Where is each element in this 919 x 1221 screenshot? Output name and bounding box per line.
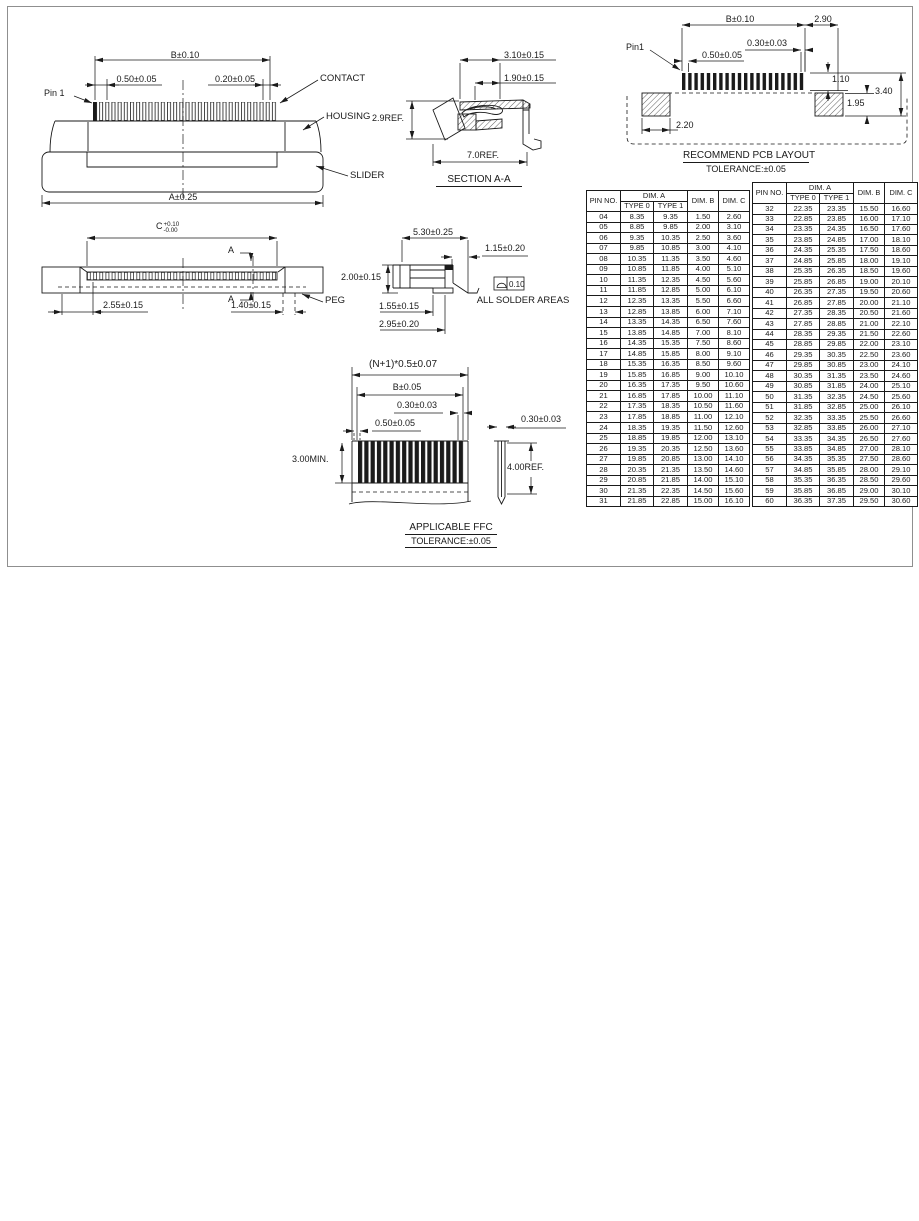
flatness-value: 0.10 xyxy=(509,280,525,289)
table-row: 09 10.85 11.85 4.00 5.10 xyxy=(587,264,750,275)
table-row: 15 13.85 14.85 7.00 8.10 xyxy=(587,328,750,339)
table-row: 30 21.35 22.35 14.50 15.60 xyxy=(587,486,750,497)
section-width-ref: 7.0REF. xyxy=(466,150,499,160)
ffc-dim-b: B±0.05 xyxy=(392,382,422,392)
bottom-dim-left: 2.55±0.15 xyxy=(103,300,143,310)
front-pin-row xyxy=(93,102,278,121)
front-dim-pitch: 0.50±0.05 xyxy=(116,74,157,84)
side-dim-1: 1.55±0.15 xyxy=(379,301,419,311)
peg-label: PEG xyxy=(325,295,346,306)
ffc-dim-thickness: 0.30±0.03 xyxy=(521,414,561,424)
col-header-type1: TYPE 1 xyxy=(654,201,688,212)
col-header-dim-a: DIM. A xyxy=(621,191,688,202)
table-row: 20 16.35 17.35 9.50 10.60 xyxy=(587,380,750,391)
ffc-dim-pitch: 0.50±0.05 xyxy=(375,418,415,428)
front-dim-b: B±0.10 xyxy=(170,50,200,60)
ffc-dim-total: (N+1)*0.5±0.07 xyxy=(368,359,438,370)
bottom-dim-right: 1.40±0.15 xyxy=(231,300,271,310)
bottom-view-part xyxy=(42,256,323,312)
slider-label: SLIDER xyxy=(350,170,385,181)
table-row: 45 28.85 29.85 22.00 23.10 xyxy=(753,339,918,349)
table-row: 38 25.35 26.35 18.50 19.60 xyxy=(753,266,918,276)
table-row: 51 31.85 32.85 25.00 26.10 xyxy=(753,402,918,412)
table-row: 37 24.85 25.85 18.00 19.10 xyxy=(753,256,918,266)
pcb-anchor-pad-left xyxy=(642,93,670,116)
table-row: 32 22.35 23.35 15.50 16.60 xyxy=(753,204,918,214)
side-dim-tab: 1.15±0.20 xyxy=(485,243,525,253)
col-header-dim-b: DIM. B xyxy=(688,191,719,212)
pcb-dim-anchor-width: 2.20 xyxy=(676,120,694,130)
table-row: 56 34.35 35.35 27.50 28.60 xyxy=(753,454,918,464)
table-row: 54 33.35 34.35 26.50 27.60 xyxy=(753,434,918,444)
table-row: 49 30.85 31.85 24.00 25.10 xyxy=(753,381,918,391)
front-dim-contact-width: 0.20±0.05 xyxy=(215,74,255,84)
front-pin1-mark xyxy=(93,102,96,121)
table-row: 50 31.35 32.35 24.50 25.60 xyxy=(753,392,918,402)
table-row: 25 18.85 19.85 12.00 13.10 xyxy=(587,433,750,444)
table-row: 23 17.85 18.85 11.00 12.10 xyxy=(587,412,750,423)
pcb-pad-row xyxy=(682,73,806,90)
table-row: 39 25.85 26.85 19.00 20.10 xyxy=(753,277,918,287)
table-row: 55 33.85 34.85 27.00 28.10 xyxy=(753,444,918,454)
section-mark-a-bottom: A xyxy=(228,294,235,304)
pcb-dim-pad-width: 0.30±0.03 xyxy=(747,38,787,48)
col-header-dim-c: DIM. C xyxy=(719,191,750,212)
col-header-dim-a: DIM. A xyxy=(787,183,854,194)
table-row: 12 12.35 13.35 5.50 6.60 xyxy=(587,296,750,307)
table-row: 41 26.85 27.85 20.00 21.10 xyxy=(753,298,918,308)
table-row: 47 29.85 30.85 23.00 24.10 xyxy=(753,360,918,370)
col-header-type1: TYPE 1 xyxy=(820,193,854,204)
table-row: 43 27.85 28.85 21.00 22.10 xyxy=(753,319,918,329)
col-header-dim-b: DIM. B xyxy=(854,183,885,204)
col-header-pin: PIN NO. xyxy=(753,183,787,204)
pcb-tolerance: TOLERANCE:±0.05 xyxy=(706,164,786,174)
table-row: 26 19.35 20.35 12.50 13.60 xyxy=(587,444,750,455)
table-row: 42 27.35 28.35 20.50 21.60 xyxy=(753,308,918,318)
table-row: 33 22.85 23.85 16.00 17.10 xyxy=(753,214,918,224)
table-row: 21 16.85 17.85 10.00 11.10 xyxy=(587,391,750,402)
ffc-dim-ref: 4.00REF. xyxy=(507,462,545,472)
pcb-dim-anchor-height: 1.95 xyxy=(847,98,865,108)
bottom-contact-row xyxy=(87,272,277,280)
table-row: 27 19.85 20.85 13.00 14.10 xyxy=(587,454,750,465)
side-dim-depth: 5.30±0.25 xyxy=(413,227,453,237)
pcb-dim-pitch: 0.50±0.05 xyxy=(702,50,742,60)
ffc-title: APPLICABLE FFC xyxy=(405,523,497,535)
table-row: 05 8.85 9.85 2.00 3.10 xyxy=(587,222,750,233)
side-view-part xyxy=(393,265,524,293)
ffc-dim-min: 3.00MIN. xyxy=(292,454,329,464)
table-row: 52 32.35 33.35 25.50 26.60 xyxy=(753,413,918,423)
ffc-conductors xyxy=(358,441,465,483)
table-row: 04 8.35 9.35 1.50 2.60 xyxy=(587,212,750,223)
table-row: 57 34.85 35.85 28.00 29.10 xyxy=(753,465,918,475)
pcb-dim-290: 2.90 xyxy=(814,14,832,24)
table-row: 46 29.35 30.35 22.50 23.60 xyxy=(753,350,918,360)
front-pin1-label: Pin 1 xyxy=(44,88,65,98)
pcb-dim-pad-height: 1.10 xyxy=(832,74,850,84)
ffc-dim-width: 0.30±0.03 xyxy=(397,400,437,410)
table-row: 53 32.85 33.85 26.00 27.10 xyxy=(753,423,918,433)
section-dim-1: 3.10±0.15 xyxy=(504,50,544,60)
section-view-part xyxy=(433,98,541,150)
table-row: 11 11.85 12.85 5.00 6.10 xyxy=(587,285,750,296)
side-dim-2: 2.95±0.20 xyxy=(379,319,419,329)
table-row: 17 14.85 15.85 8.00 9.10 xyxy=(587,349,750,360)
table-row: 10 11.35 12.35 4.50 5.60 xyxy=(587,275,750,286)
table-row: 36 24.35 25.35 17.50 18.60 xyxy=(753,245,918,255)
front-dim-a: A±0.25 xyxy=(168,192,198,202)
front-view-part xyxy=(42,80,323,198)
side-dim-height: 2.00±0.15 xyxy=(341,272,381,282)
ffc-tolerance: TOLERANCE:±0.05 xyxy=(405,537,497,548)
table-row: 18 15.35 16.35 8.50 9.60 xyxy=(587,359,750,370)
table-row: 06 9.35 10.35 2.50 3.60 xyxy=(587,233,750,244)
contact-label: CONTACT xyxy=(320,73,366,84)
table-row: 31 21.85 22.85 15.00 16.10 xyxy=(587,496,750,507)
table-row: 29 20.85 21.85 14.00 15.10 xyxy=(587,475,750,486)
table-row: 48 30.35 31.35 23.50 24.60 xyxy=(753,371,918,381)
bottom-dim-c: C +0.10 -0.00 xyxy=(156,221,180,234)
table-row: 28 20.35 21.35 13.50 14.60 xyxy=(587,465,750,476)
col-header-dim-c: DIM. C xyxy=(885,183,918,204)
table-row: 22 17.35 18.35 10.50 11.60 xyxy=(587,401,750,412)
table-row: 24 18.35 19.35 11.50 12.60 xyxy=(587,423,750,434)
section-title: SECTION A-A xyxy=(436,175,522,187)
table-row: 19 15.85 16.85 9.00 10.10 xyxy=(587,370,750,381)
solder-areas-note: ALL SOLDER AREAS xyxy=(476,295,570,306)
table-row: 13 12.85 13.85 6.00 7.10 xyxy=(587,307,750,318)
table-row: 60 36.35 37.35 29.50 30.60 xyxy=(753,496,918,506)
section-mark-a-top: A xyxy=(228,245,235,255)
section-height-ref: 2.9REF. xyxy=(372,113,405,123)
pcb-dim-total-height: 3.40 xyxy=(875,86,893,96)
pcb-dim-b: B±0.10 xyxy=(725,14,755,24)
table-row: 16 14.35 15.35 7.50 8.60 xyxy=(587,338,750,349)
table-row: 40 26.35 27.35 19.50 20.60 xyxy=(753,287,918,297)
table-row: 58 35.35 36.35 28.50 29.60 xyxy=(753,475,918,485)
table-row: 59 35.85 36.85 29.00 30.10 xyxy=(753,486,918,496)
table-row: 14 13.35 14.35 6.50 7.60 xyxy=(587,317,750,328)
front-slider-outline xyxy=(42,152,323,192)
pcb-layout-part xyxy=(627,73,907,144)
dimension-table-right xyxy=(752,182,918,507)
housing-label: HOUSING xyxy=(326,111,371,122)
pcb-anchor-pad-right xyxy=(815,93,843,116)
section-dim-2: 1.90±0.15 xyxy=(504,73,544,83)
col-header-type0: TYPE 0 xyxy=(787,193,820,204)
col-header-type0: TYPE 0 xyxy=(621,201,654,212)
col-header-pin: PIN NO. xyxy=(587,191,621,212)
pcb-pin1-label: Pin1 xyxy=(626,42,645,52)
pcb-title: RECOMMEND PCB LAYOUT xyxy=(683,150,816,161)
table-row: 34 23.35 24.35 16.50 17.60 xyxy=(753,225,918,235)
flatness-symbol xyxy=(497,283,506,287)
table-row: 07 9.85 10.85 3.00 4.10 xyxy=(587,243,750,254)
ffc-view-part xyxy=(349,441,509,504)
table-row: 08 10.35 11.35 3.50 4.60 xyxy=(587,254,750,265)
table-row: 35 23.85 24.85 17.00 18.10 xyxy=(753,235,918,245)
dimension-table-left xyxy=(586,190,750,507)
table-row: 44 28.35 29.35 21.50 22.60 xyxy=(753,329,918,339)
